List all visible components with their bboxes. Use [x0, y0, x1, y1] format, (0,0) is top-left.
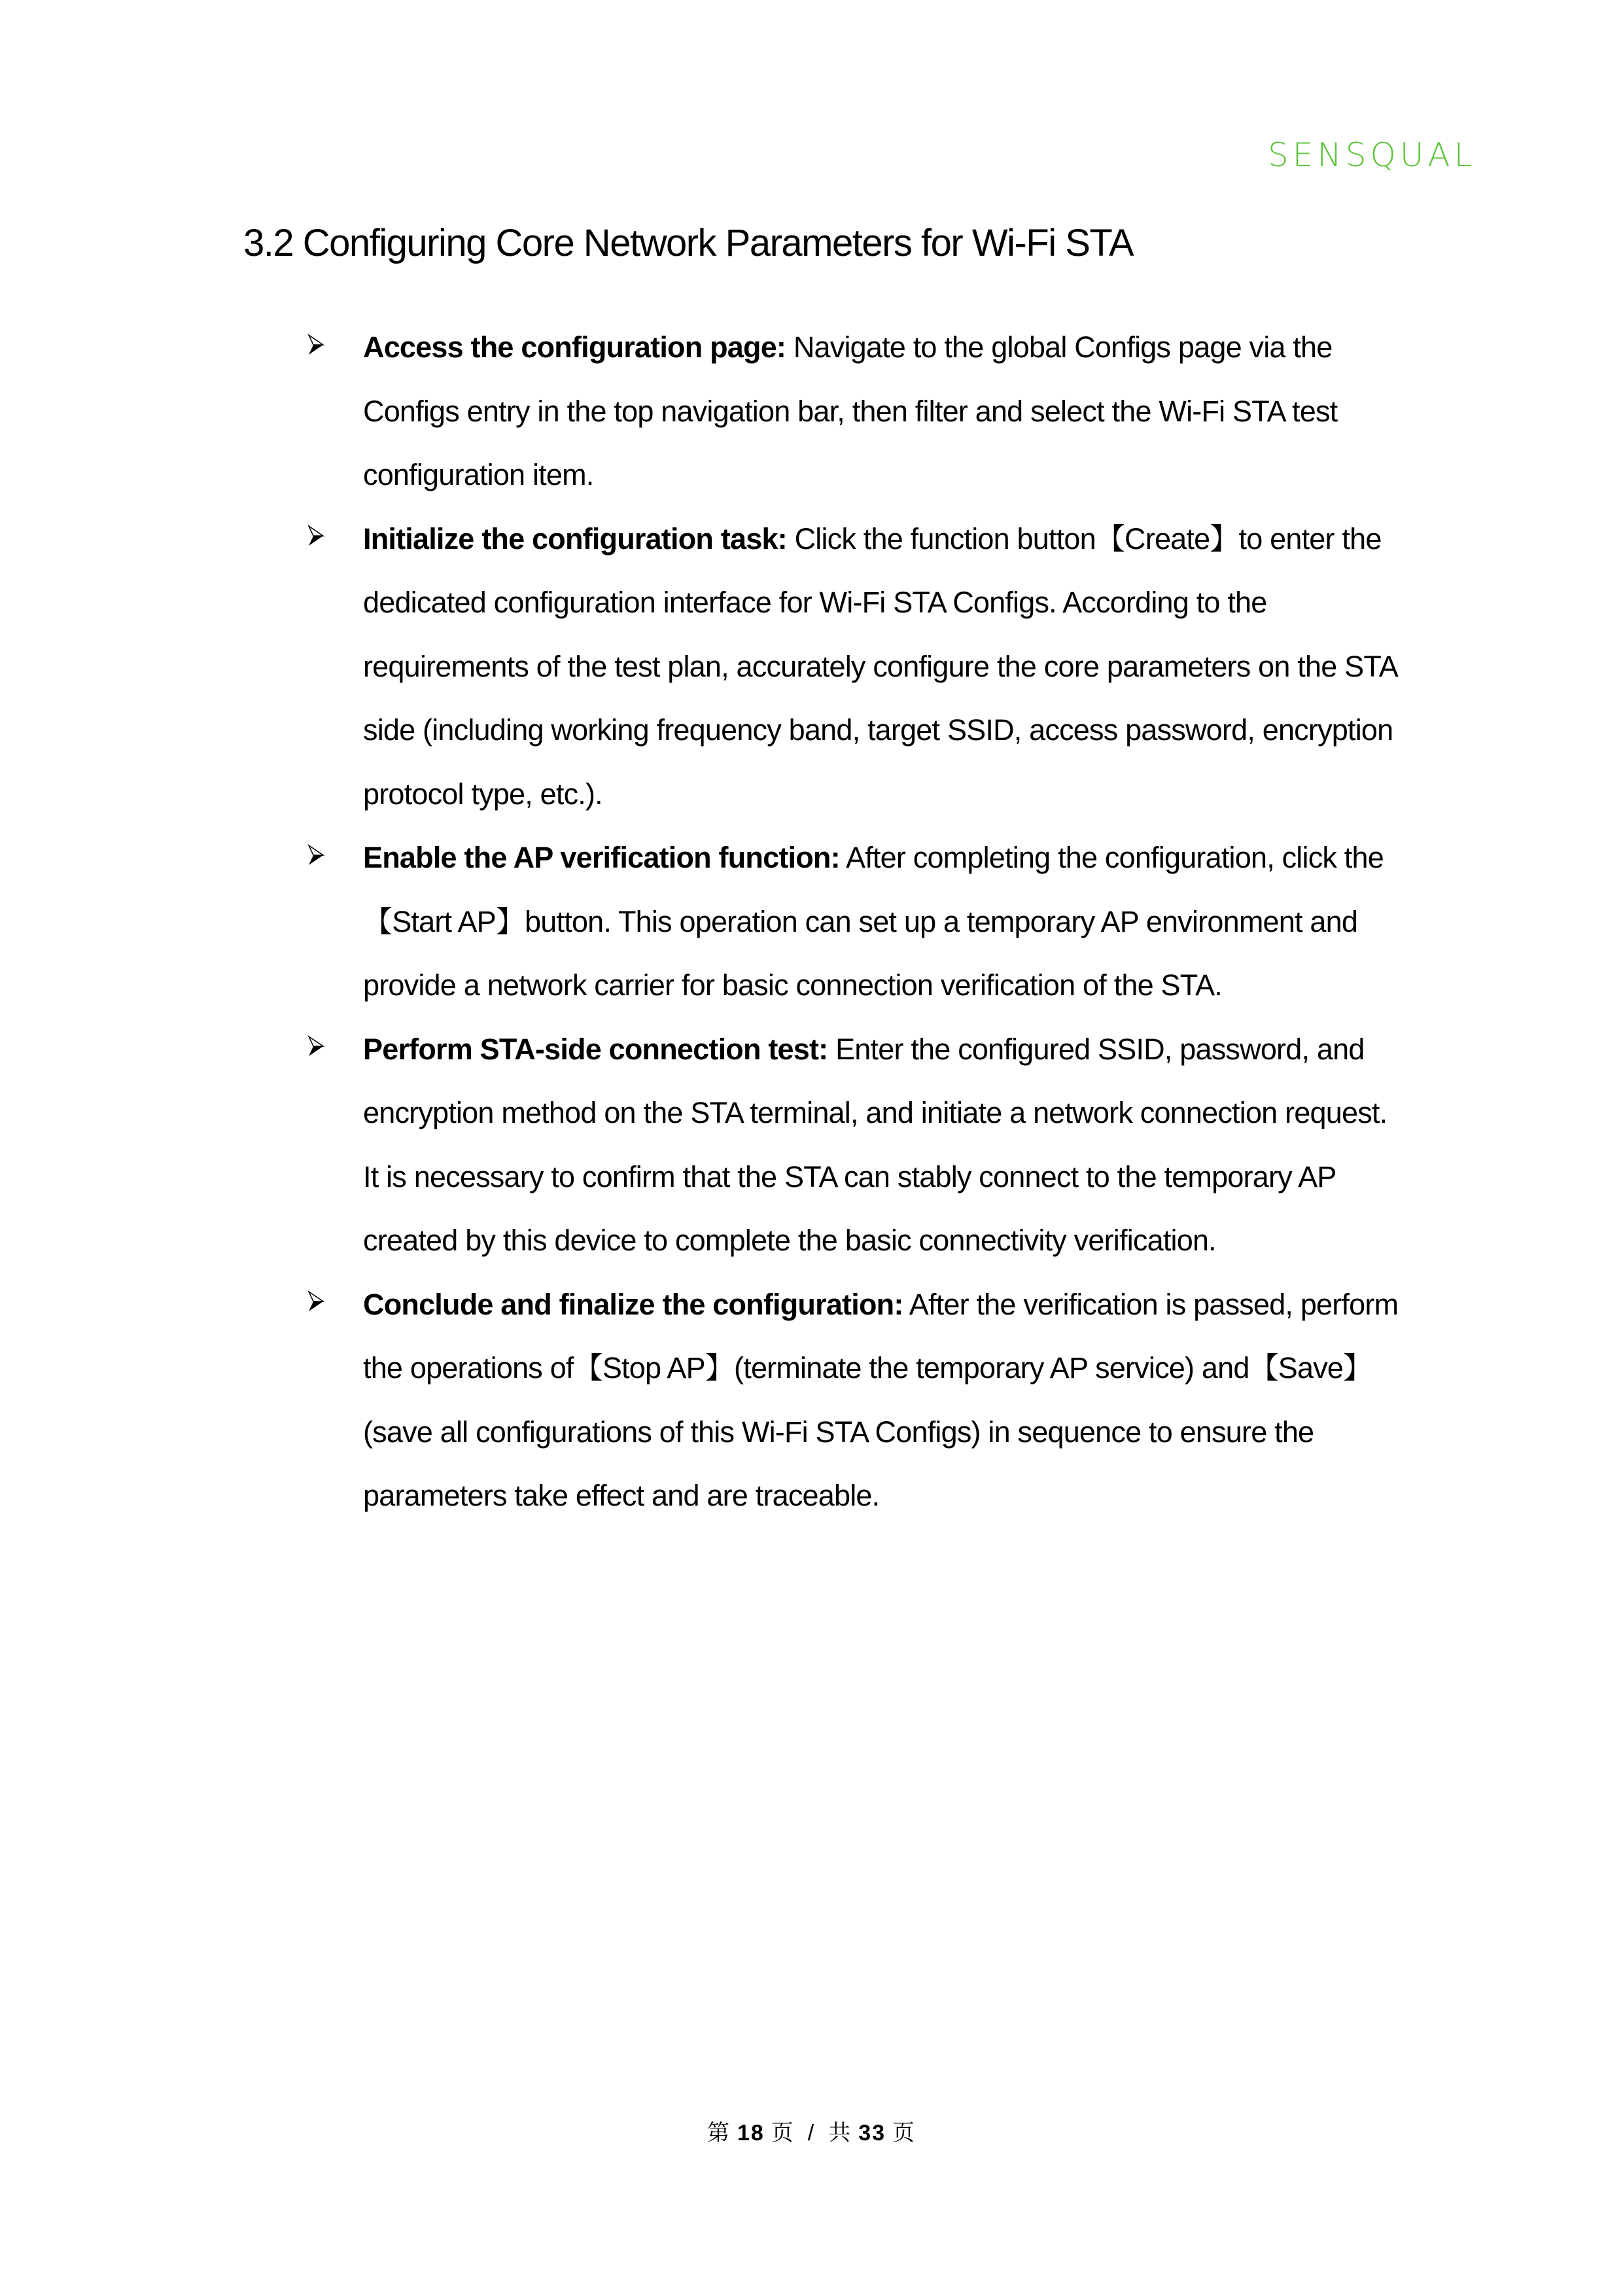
total-page-count: 33: [858, 2121, 886, 2146]
arrowhead-bullet-icon: [307, 826, 327, 890]
item-heading: Conclude and finalize the configuration:: [363, 1287, 903, 1321]
arrowhead-bullet-icon: [307, 507, 327, 571]
arrowhead-bullet-icon: [307, 315, 327, 380]
section-title: 3.2 Configuring Core Network Parameters for Wi-Fi STA: [243, 222, 1134, 264]
item-text: Enter the configured SSID, password, and encryption method on the STA terminal, and initiate a network connection request. It is necessary to confirm that the STA can stably connect to the temporary AP created by this device to complete the basic connectivity verification.: [363, 1032, 1387, 1257]
item-text: Navigate to the global Configs page via the Configs entry in the top navigation bar, then filter and select the Wi-Fi STA test configuration item.: [363, 330, 1338, 491]
list-item: [307, 507, 1406, 826]
item-heading: Initialize the configuration task:: [363, 521, 787, 556]
company-logo: SENSQUAL: [1268, 136, 1476, 174]
arrowhead-bullet-icon: [307, 1273, 327, 1337]
item-heading: Enable the AP verification function:: [363, 841, 840, 874]
page-word: 页: [771, 2121, 795, 2146]
total-suffix: 页: [892, 2121, 916, 2146]
item-heading: Access the configuration page:: [363, 330, 786, 364]
page-prefix: 第: [707, 2121, 731, 2146]
list-item: [307, 1273, 1406, 1528]
page-footer: [0, 2115, 1623, 2147]
arrowhead-bullet-icon: [307, 1017, 327, 1082]
item-heading: Perform STA-side connection test:: [363, 1032, 828, 1066]
item-text: After the verification is passed, perform the operations of【Stop AP】(terminate the temporary AP service) and【Save】(save all configurations of this Wi-Fi STA Configs) in sequence to ensure the parameters take effect and are traceable.: [363, 1287, 1399, 1512]
current-page-number: 18: [737, 2121, 765, 2146]
list-item: [307, 1017, 1406, 1273]
instruction-list: [307, 315, 1406, 1528]
list-item: [307, 826, 1406, 1017]
item-text: Click the function button【Create】to enter the dedicated configuration interface for Wi-Fi STA Configs. According to the requirements of the test plan, accurately configure the core parameters on the STA side (including working frequency band, target SSID, access password, encryption protocol type, etc.).: [363, 521, 1397, 811]
item-text: After completing the configuration, click the【Start AP】button. This operation can set up a temporary AP environment and provide a network carrier for basic connection verification of the STA.: [363, 841, 1384, 1002]
total-prefix: 共: [828, 2121, 852, 2146]
list-item: [307, 315, 1406, 507]
page-separator: /: [807, 2121, 816, 2146]
